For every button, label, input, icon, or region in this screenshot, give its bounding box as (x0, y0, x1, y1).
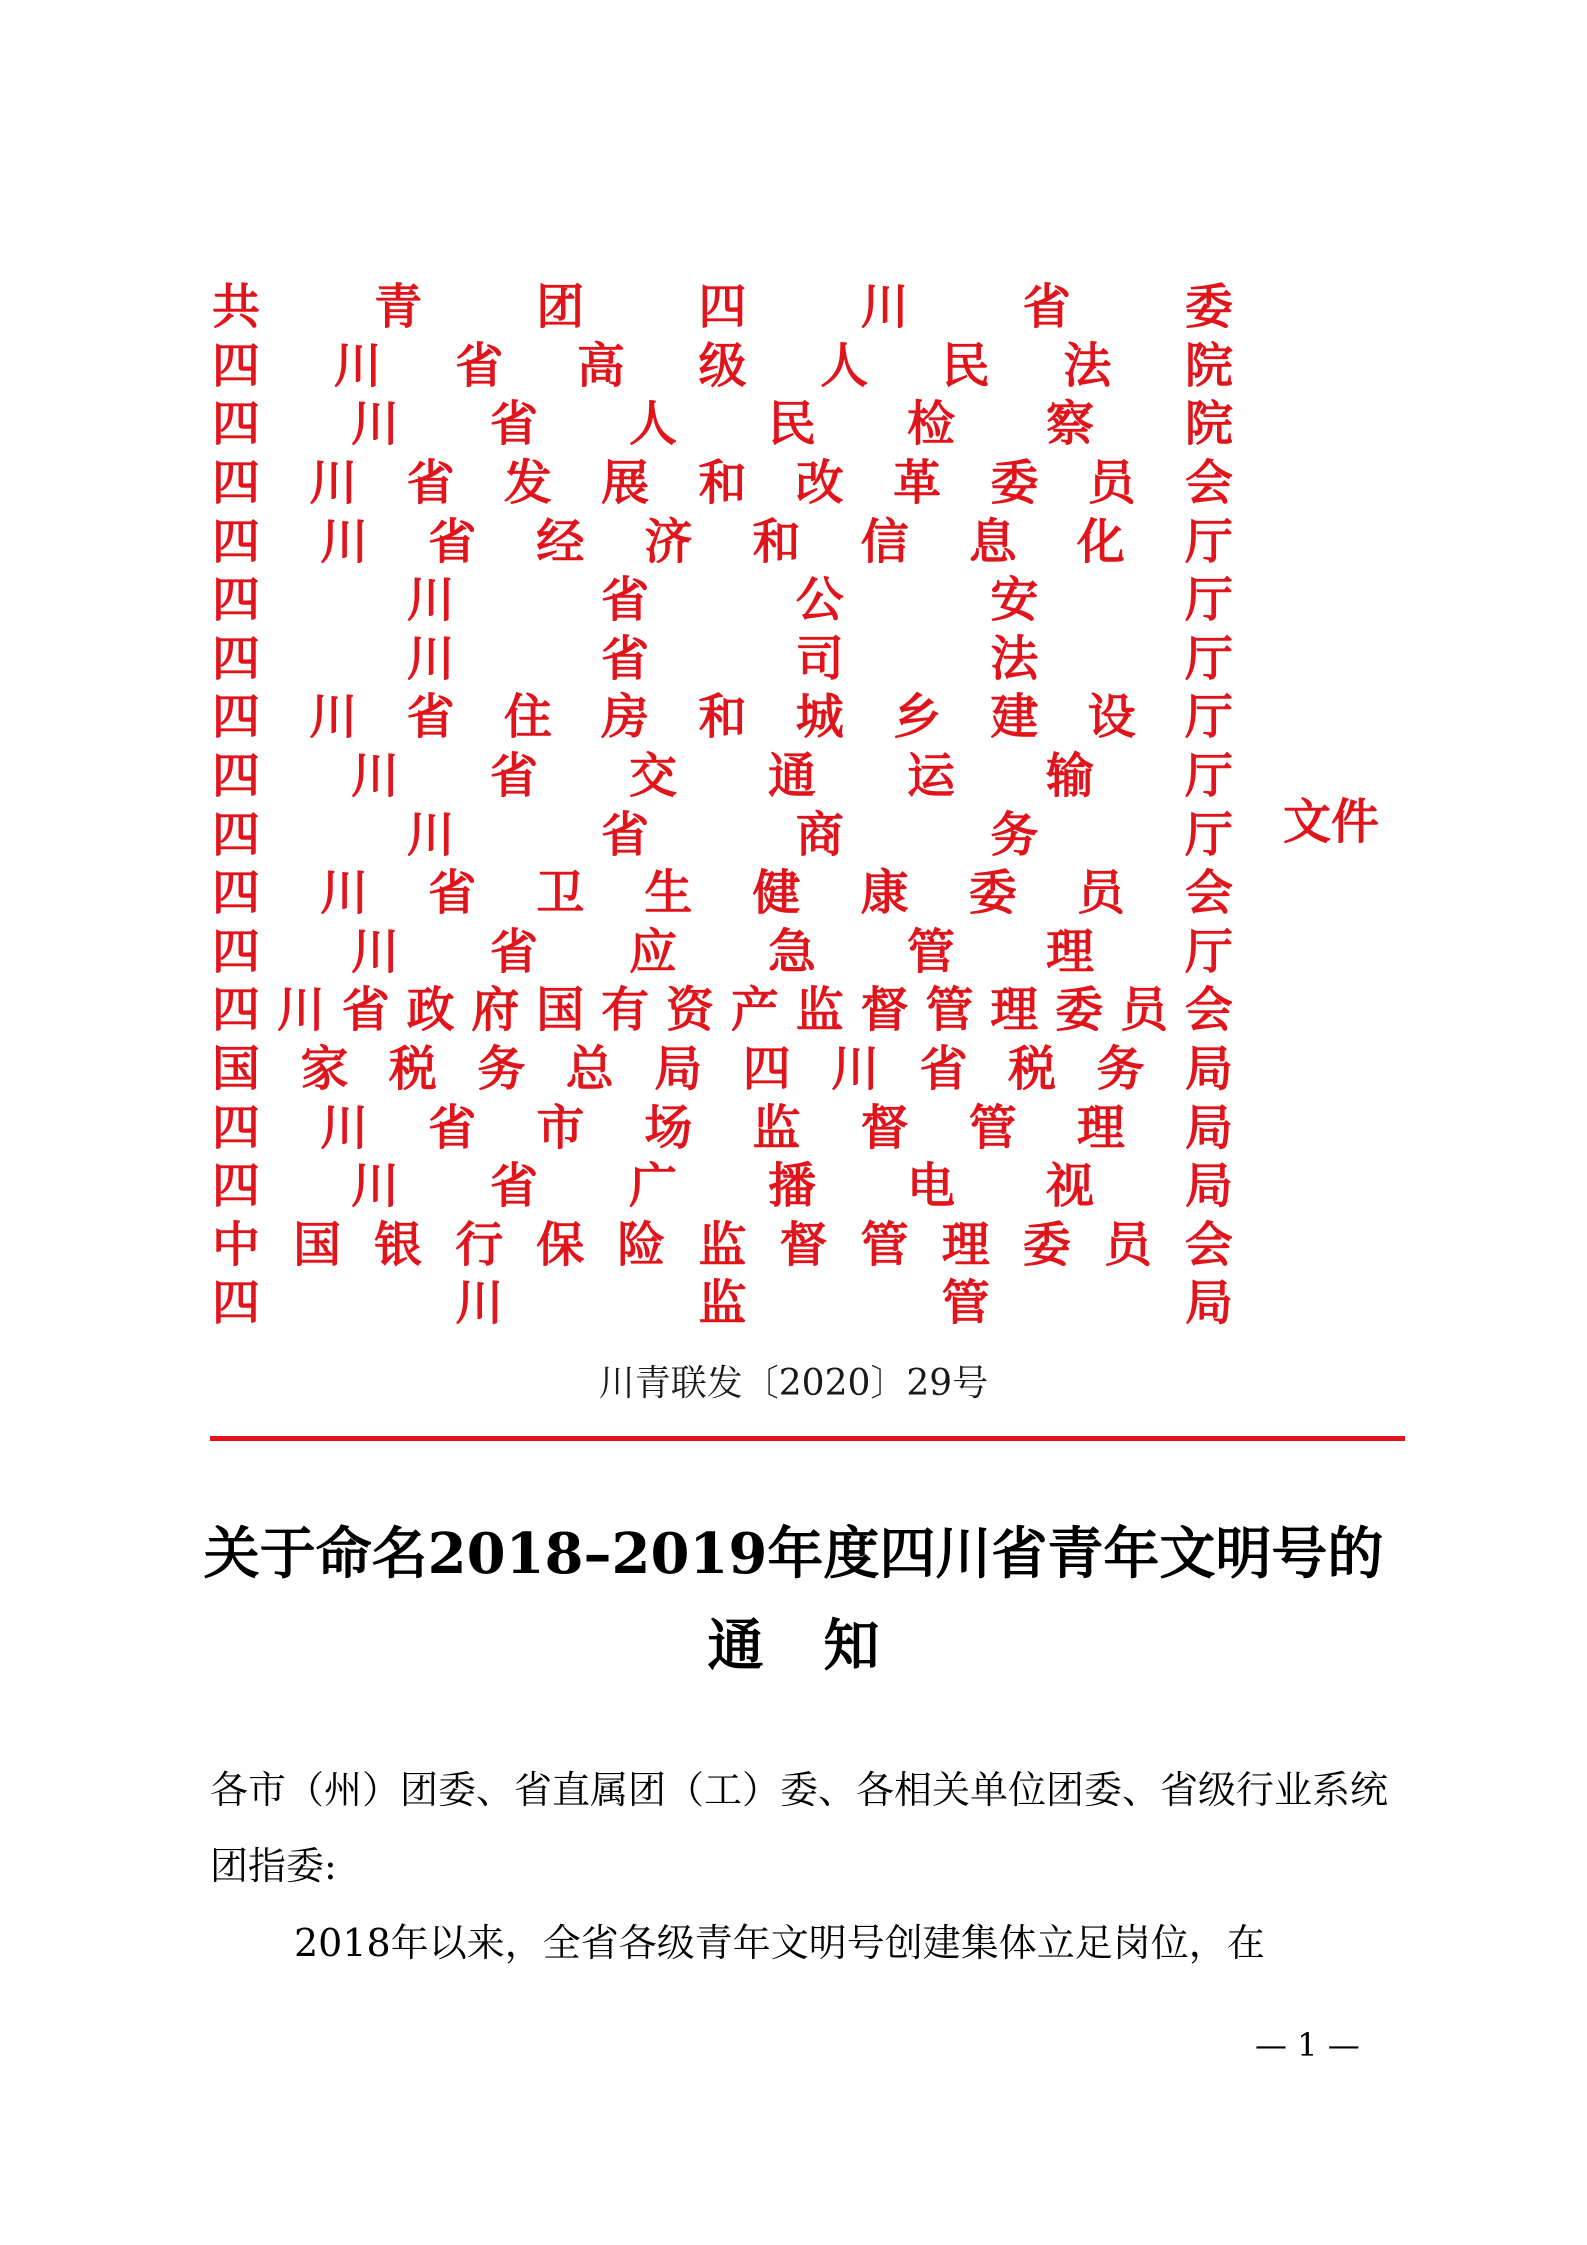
issuer-char: 省 (489, 748, 538, 805)
issuer-char: 信 (860, 513, 909, 570)
issuer-char: 高 (576, 337, 625, 394)
issuer-char: 川 (860, 279, 909, 336)
issuer-char: 革 (893, 455, 942, 512)
issuer-char: 和 (698, 689, 747, 746)
document-suffix: 文件 (1283, 794, 1380, 850)
issuer-char: 应 (628, 923, 677, 980)
issuer-char: 省 (428, 865, 477, 922)
issuer-char: 市 (536, 1099, 585, 1156)
issuer-char: 商 (795, 806, 844, 863)
issuer-char: 住 (503, 689, 552, 746)
issuer-char: 康 (860, 865, 909, 922)
issuer-char: 川 (831, 1041, 880, 1098)
issuer-char: 四 (211, 923, 260, 980)
issuer-char: 川 (350, 748, 399, 805)
issuer-char: 省 (428, 513, 477, 570)
issuer-char: 家 (300, 1041, 349, 1098)
issuer-char: 和 (752, 513, 801, 570)
issuer-char: 院 (1184, 337, 1233, 394)
issuer-char: 济 (644, 513, 693, 570)
issuer-char: 委 (968, 865, 1017, 922)
issuer-char: 厅 (1184, 748, 1233, 805)
issuer-char: 健 (752, 865, 801, 922)
issuer-char: 管 (860, 1216, 909, 1273)
issuer-char: 乡 (893, 689, 942, 746)
issuer-char: 督 (860, 982, 909, 1039)
issuer-char: 展 (601, 455, 650, 512)
issuer-char: 四 (211, 982, 260, 1039)
issuer-char: 监 (698, 1216, 747, 1273)
issuer-list (210, 278, 1235, 1333)
issuer-char: 四 (211, 513, 260, 570)
document-number: 川青联发〔2020〕29号 (598, 1363, 989, 1404)
issuer-char: 委 (990, 455, 1039, 512)
body-paragraph: 2018年以来，全省各级青年文明号创建集体立足岗位，在 (294, 1921, 1265, 1965)
issuer-row (210, 512, 1235, 571)
issuer-char: 四 (211, 396, 260, 453)
red-separator-line (210, 1436, 1405, 1441)
issuer-char: 房 (601, 689, 650, 746)
issuer-char: 息 (968, 513, 1017, 570)
issuer-char: 国 (293, 1216, 342, 1273)
issuer-char: 省 (919, 1041, 968, 1098)
issuer-char: 川 (276, 982, 325, 1039)
issuer-char: 川 (350, 923, 399, 980)
issuer-char: 设 (1087, 689, 1136, 746)
issuer-char: 国 (211, 1041, 260, 1098)
issuer-char: 局 (1184, 1275, 1233, 1332)
issuer-char: 川 (309, 455, 358, 512)
issuer-char: 发 (503, 455, 552, 512)
issuer-row (210, 1216, 1235, 1275)
issuer-char: 厅 (1184, 806, 1233, 863)
issuer-char: 安 (990, 572, 1039, 629)
issuer-char: 察 (1045, 396, 1094, 453)
page-number: — 1 — (1255, 2026, 1360, 2064)
issuer-char: 督 (860, 1099, 909, 1156)
issuer-char: 经 (536, 513, 585, 570)
issuer-char: 厅 (1184, 513, 1233, 570)
issuer-char: 监 (752, 1099, 801, 1156)
issuer-row (210, 454, 1235, 513)
title-line-2: 通知 (707, 1613, 940, 1679)
issuer-char: 四 (211, 1275, 260, 1332)
issuer-char: 法 (990, 630, 1039, 687)
issuer-char: 川 (406, 572, 455, 629)
issuer-row (210, 1274, 1235, 1333)
issuer-char: 和 (698, 455, 747, 512)
issuer-char: 交 (628, 748, 677, 805)
issuer-char: 员 (1087, 455, 1136, 512)
issuer-row (210, 395, 1235, 454)
issuer-char: 共 (211, 279, 260, 336)
issuer-char: 广 (628, 1158, 677, 1215)
issuer-char: 省 (601, 572, 650, 629)
issuer-row (210, 1098, 1235, 1157)
issuer-char: 有 (601, 982, 650, 1039)
title-line-1: 关于命名2018–2019年度四川省青年文明号的 (203, 1521, 1384, 1587)
issuer-row (210, 278, 1235, 337)
issuer-row (210, 923, 1235, 982)
issuer-char: 税 (1008, 1041, 1057, 1098)
issuer-char: 四 (211, 689, 260, 746)
issuer-char: 人 (628, 396, 677, 453)
issuer-row (210, 1157, 1235, 1216)
issuer-char: 青 (374, 279, 423, 336)
issuer-char: 厅 (1184, 689, 1233, 746)
issuer-char: 民 (767, 396, 816, 453)
issuer-char: 省 (489, 923, 538, 980)
issuer-char: 院 (1184, 396, 1233, 453)
issuer-char: 四 (211, 865, 260, 922)
issuer-char: 省 (406, 689, 455, 746)
issuer-char: 厅 (1184, 630, 1233, 687)
issuer-row (210, 337, 1235, 396)
issuer-char: 视 (1045, 1158, 1094, 1215)
issuer-char: 务 (477, 1041, 526, 1098)
document-title (0, 1508, 1587, 1692)
issuer-char: 员 (1103, 1216, 1152, 1273)
issuer-char: 会 (1184, 865, 1233, 922)
issuer-char: 场 (644, 1099, 693, 1156)
issuer-row (210, 630, 1235, 689)
issuer-char: 务 (990, 806, 1039, 863)
issuer-char: 员 (1076, 865, 1125, 922)
issuer-char: 省 (341, 982, 390, 1039)
issuer-char: 省 (455, 337, 504, 394)
issuer-char: 川 (320, 865, 369, 922)
issuer-char: 省 (601, 806, 650, 863)
issuer-char: 理 (941, 1216, 990, 1273)
issuer-char: 城 (795, 689, 844, 746)
issuer-char: 理 (1045, 923, 1094, 980)
issuer-char: 省 (406, 455, 455, 512)
issuer-char: 公 (795, 572, 844, 629)
issuer-char: 级 (698, 337, 747, 394)
issuer-char: 委 (1184, 279, 1233, 336)
issuer-row (210, 981, 1235, 1040)
issuer-char: 厅 (1184, 572, 1233, 629)
issuer-char: 保 (536, 1216, 585, 1273)
issuer-char: 卫 (536, 865, 585, 922)
issuer-char: 川 (320, 1099, 369, 1156)
issuer-char: 省 (489, 1158, 538, 1215)
issuer-char: 管 (968, 1099, 1017, 1156)
issuer-char: 电 (906, 1158, 955, 1215)
issuer-char: 四 (211, 337, 260, 394)
issuer-row (210, 571, 1235, 630)
issuer-char: 管 (925, 982, 974, 1039)
issuer-char: 化 (1076, 513, 1125, 570)
issuer-char: 会 (1184, 455, 1233, 512)
issuer-char: 团 (536, 279, 585, 336)
issuer-char: 局 (1184, 1041, 1233, 1098)
issuer-char: 府 (471, 982, 520, 1039)
issuer-char: 通 (767, 748, 816, 805)
issuer-char: 监 (795, 982, 844, 1039)
issuer-char: 省 (1022, 279, 1071, 336)
issuer-char: 检 (906, 396, 955, 453)
issuer-row (210, 688, 1235, 747)
issuer-char: 川 (455, 1275, 504, 1332)
issuer-char: 理 (990, 982, 1039, 1039)
issuer-char: 管 (941, 1275, 990, 1332)
issuer-char: 省 (489, 396, 538, 453)
issuer-char: 税 (388, 1041, 437, 1098)
issuer-char: 川 (333, 337, 382, 394)
issuer-char: 川 (309, 689, 358, 746)
issuer-row (210, 864, 1235, 923)
issuer-char: 川 (406, 630, 455, 687)
issuer-char: 理 (1076, 1099, 1125, 1156)
issuer-char: 管 (906, 923, 955, 980)
issuer-char: 运 (906, 748, 955, 805)
issuer-char: 急 (767, 923, 816, 980)
issuer-char: 督 (779, 1216, 828, 1273)
issuer-char: 政 (406, 982, 455, 1039)
issuer-char: 四 (698, 279, 747, 336)
issuer-char: 监 (698, 1275, 747, 1332)
issuer-char: 输 (1045, 748, 1094, 805)
issuer-char: 四 (211, 572, 260, 629)
issuer-char: 生 (644, 865, 693, 922)
issuer-char: 行 (455, 1216, 504, 1273)
issuer-char: 四 (211, 455, 260, 512)
issuer-char: 员 (1120, 982, 1169, 1039)
issuer-char: 会 (1184, 982, 1233, 1039)
issuer-char: 川 (350, 1158, 399, 1215)
issuer-char: 省 (428, 1099, 477, 1156)
issuer-row (210, 747, 1235, 806)
issuer-char: 险 (617, 1216, 666, 1273)
issuer-row (210, 1040, 1235, 1099)
issuer-char: 务 (1096, 1041, 1145, 1098)
issuer-char: 川 (320, 513, 369, 570)
issuer-char: 银 (374, 1216, 423, 1273)
issuer-char: 四 (211, 1158, 260, 1215)
issuer-char: 局 (1184, 1158, 1233, 1215)
issuer-char: 四 (211, 806, 260, 863)
issuer-char: 司 (795, 630, 844, 687)
issuer-char: 资 (666, 982, 715, 1039)
issuer-char: 四 (211, 748, 260, 805)
issuer-char: 产 (730, 982, 779, 1039)
issuer-char: 民 (941, 337, 990, 394)
issuer-char: 改 (795, 455, 844, 512)
issuer-char: 省 (601, 630, 650, 687)
issuer-char: 国 (536, 982, 585, 1039)
issuer-row (210, 805, 1235, 864)
issuer-char: 川 (406, 806, 455, 863)
issuer-char: 会 (1184, 1216, 1233, 1273)
issuer-char: 人 (820, 337, 869, 394)
issuer-char: 委 (1055, 982, 1104, 1039)
issuer-char: 总 (565, 1041, 614, 1098)
issuer-char: 四 (742, 1041, 791, 1098)
issuer-char: 委 (1022, 1216, 1071, 1273)
issuer-char: 四 (211, 1099, 260, 1156)
issuer-char: 播 (767, 1158, 816, 1215)
salutation: 各市（州）团委、省直属团（工）委、各相关单位团委、省级行业系统团指委: (210, 1768, 1389, 1888)
issuer-char: 建 (990, 689, 1039, 746)
issuer-char: 川 (350, 396, 399, 453)
issuer-char: 四 (211, 630, 260, 687)
issuer-char: 局 (654, 1041, 703, 1098)
issuer-char: 厅 (1184, 923, 1233, 980)
issuer-char: 局 (1184, 1099, 1233, 1156)
issuer-char: 中 (211, 1216, 260, 1273)
issuer-char: 法 (1063, 337, 1112, 394)
